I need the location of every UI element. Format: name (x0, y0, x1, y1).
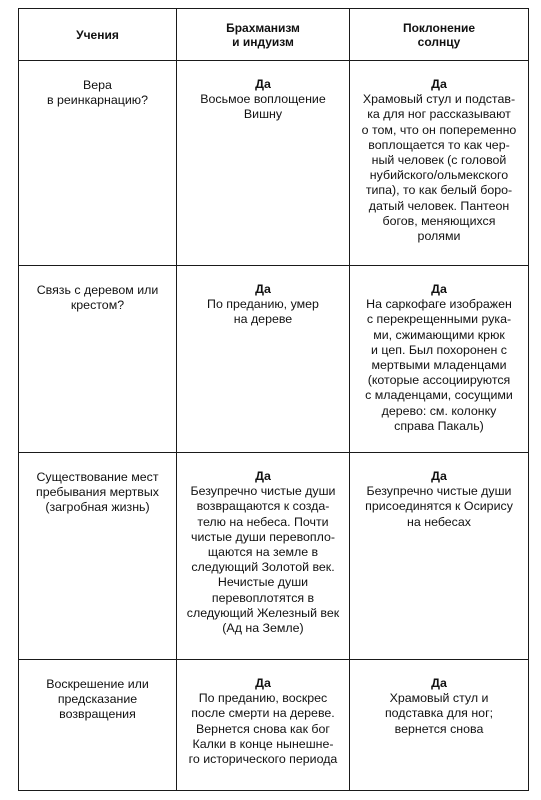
answer-label: Да (255, 676, 271, 690)
header-teachings: Учения (19, 9, 177, 61)
sun-cell (350, 266, 529, 453)
sun-cell (350, 453, 529, 660)
header-sun-worship: Поклонение солнцу (350, 9, 529, 61)
sun-cell (350, 61, 529, 266)
answer-label: Да (431, 282, 447, 296)
question-cell (19, 266, 177, 453)
answer-text: На саркофаге изображен с перекрещенными рука- ми, сжимающими крюк и цеп. Был похоронен с мертвыми младенцами (которые ассоциируются с младенцами, сосущими дерево: см. колонку справа Пакаль) (365, 297, 513, 433)
question-text: Связь с деревом или крестом? (36, 283, 159, 313)
answer-text: Храмовый стул и подстав- ка для ног рассказывают о том, что он попеременно воплощается то как чер- ный человек (с головой нубийского/ольмекского типа), то как белый боро- датый человек. Пантеон богов, меняющихся ролями (361, 92, 517, 244)
brahman-cell (177, 660, 350, 791)
table-header-row (19, 9, 529, 61)
sun-cell (350, 660, 529, 791)
table-row (19, 660, 529, 791)
question-text: Вера в реинкарнацию? (47, 78, 148, 108)
answer-text: Безупречно чистые души возвращаются к созда- телю на небеса. Почти чистые души перевопло- щаются на земле в следующий Золотой век. Нечистые души перевоплотятся в следующий Железный век (Ад на Земле) (186, 484, 340, 636)
header-brahmanism: Брахманизм и индуизм (177, 9, 350, 61)
answer-text: Восьмое воплощение Вишну (200, 92, 326, 122)
question-cell (19, 61, 177, 266)
answer-text: По преданию, воскрес после смерти на дереве. Вернется снова как бог Калки в конце нынешне- го исторического периода (188, 691, 338, 767)
question-text: Воскрешение или предсказание возвращения (46, 677, 149, 722)
brahman-cell (177, 266, 350, 453)
answer-label: Да (431, 676, 447, 690)
table-row (19, 266, 529, 453)
answer-text: Безупречно чистые души присоединятся к Осирису на небесах (365, 484, 513, 529)
answer-label: Да (255, 469, 271, 483)
answer-label: Да (431, 77, 447, 91)
brahman-cell (177, 453, 350, 660)
question-text: Существование мест пребывания мертвых (загробная жизнь) (36, 470, 159, 515)
table-row (19, 453, 529, 660)
question-cell (19, 660, 177, 791)
answer-text: Храмовый стул и подставка для ног; вернется снова (384, 691, 494, 736)
comparison-table (18, 8, 529, 791)
answer-label: Да (431, 469, 447, 483)
brahman-cell (177, 61, 350, 266)
table-row (19, 61, 529, 266)
question-cell (19, 453, 177, 660)
answer-label: Да (255, 77, 271, 91)
answer-text: По преданию, умер на дереве (207, 297, 319, 327)
answer-label: Да (255, 282, 271, 296)
